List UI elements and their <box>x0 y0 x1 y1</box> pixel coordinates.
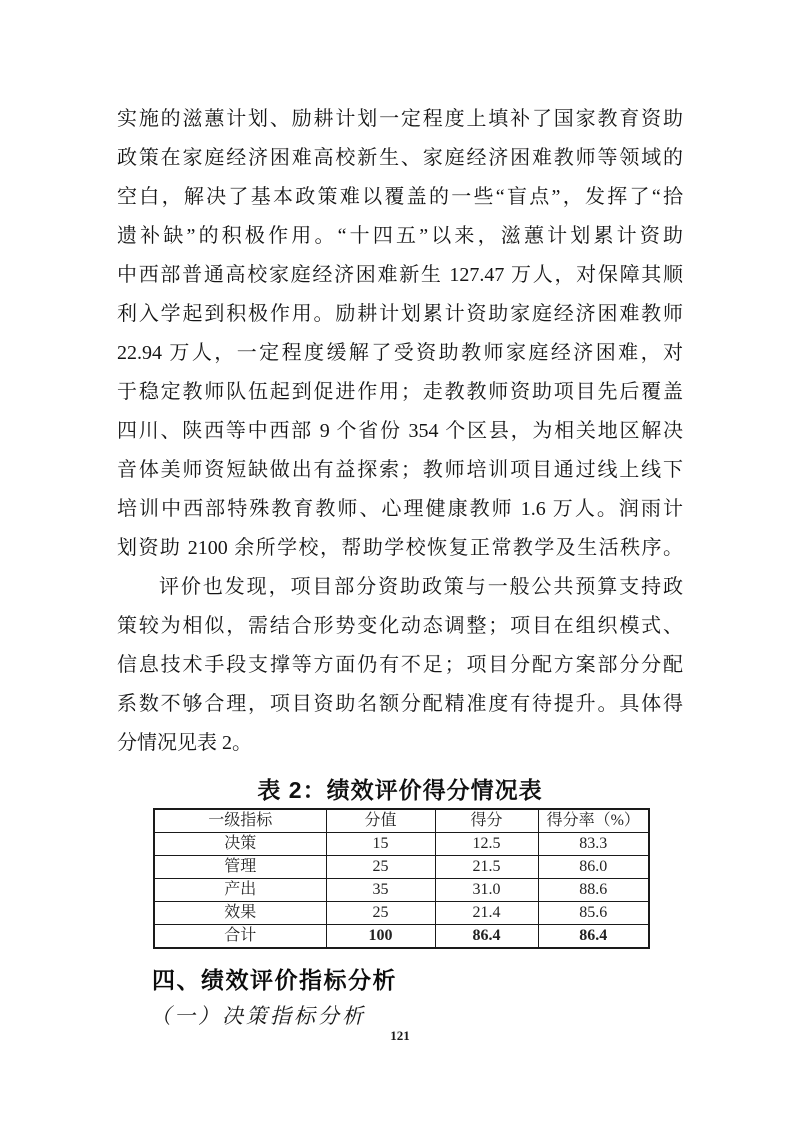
body-text-line: 系数不够合理，项目资助名额分配精准度有待提升。具体得 <box>117 693 683 715</box>
table-row <box>154 925 649 949</box>
table-cell: 85.6 <box>538 902 649 925</box>
body-text <box>117 100 683 763</box>
page-number: 121 <box>390 1028 410 1043</box>
score-table <box>153 808 650 949</box>
body-text-line: 信息技术手段支撑等方面仍有不足；项目分配方案部分分配 <box>117 654 683 676</box>
table-cell: 产出 <box>154 879 326 902</box>
table-row <box>154 856 649 879</box>
table-cell: 25 <box>326 856 435 879</box>
body-text-line: 22.94 万人，一定程度缓解了受资助教师家庭经济困难，对 <box>117 342 683 364</box>
table-title: 表 2：绩效评价得分情况表 <box>257 777 543 803</box>
table-cell: 83.3 <box>538 833 649 856</box>
body-text-line: 策较为相似，需结合形势变化动态调整；项目在组织模式、 <box>117 615 683 637</box>
table-cell: 88.6 <box>538 879 649 902</box>
table-cell: 21.4 <box>435 902 538 925</box>
body-text-line: 评价也发现，项目部分资助政策与一般公共预算支持政 <box>159 576 683 598</box>
body-text-line: 四川、陕西等中西部 9 个省份 354 个区县，为相关地区解决 <box>117 420 683 442</box>
body-text-line: 空白，解决了基本政策难以覆盖的一些“盲点”，发挥了“拾 <box>117 186 683 208</box>
body-text-line: 政策在家庭经济困难高校新生、家庭经济困难教师等领域的 <box>117 147 683 169</box>
table-cell: 25 <box>326 902 435 925</box>
table-cell: 合计 <box>154 925 326 949</box>
table-cell: 35 <box>326 879 435 902</box>
table-cell: 决策 <box>154 833 326 856</box>
table-row <box>154 809 649 833</box>
table-cell: 管理 <box>154 856 326 879</box>
table-cell: 得分率（%） <box>538 809 649 833</box>
table-cell: 效果 <box>154 902 326 925</box>
section-heading: 四、绩效评价指标分析 <box>152 967 397 993</box>
table-cell: 86.0 <box>538 856 649 879</box>
body-text-line: 遗补缺”的积极作用。“十四五”以来，滋蕙计划累计资助 <box>117 225 683 247</box>
body-text-line: 划资助 2100 余所学校，帮助学校恢复正常教学及生活秩序。 <box>117 537 683 559</box>
table-cell: 86.4 <box>538 925 649 949</box>
table-cell: 一级指标 <box>154 809 326 833</box>
body-text-line: 于稳定教师队伍起到促进作用；走教教师资助项目先后覆盖 <box>117 381 683 403</box>
body-text-line: 培训中西部特殊教育教师、心理健康教师 1.6 万人。润雨计 <box>117 498 683 520</box>
body-text-line: 利入学起到积极作用。励耕计划累计资助家庭经济困难教师 <box>117 303 683 325</box>
body-text-line: 中西部普通高校家庭经济困难新生 127.47 万人，对保障其顺 <box>117 264 683 286</box>
table-row <box>154 833 649 856</box>
table-cell: 15 <box>326 833 435 856</box>
table-row <box>154 902 649 925</box>
table-cell: 12.5 <box>435 833 538 856</box>
body-text-line: 分情况见表 2。 <box>117 732 252 754</box>
table-cell: 分值 <box>326 809 435 833</box>
subsection-heading: （一）决策指标分析 <box>150 1004 366 1028</box>
table-cell: 31.0 <box>435 879 538 902</box>
table-cell: 86.4 <box>435 925 538 949</box>
table-cell: 得分 <box>435 809 538 833</box>
table-cell: 21.5 <box>435 856 538 879</box>
body-text-line: 实施的滋蕙计划、励耕计划一定程度上填补了国家教育资助 <box>117 108 683 130</box>
table-row <box>154 879 649 902</box>
table-cell: 100 <box>326 925 435 949</box>
body-text-line: 音体美师资短缺做出有益探索；教师培训项目通过线上线下 <box>117 459 683 481</box>
